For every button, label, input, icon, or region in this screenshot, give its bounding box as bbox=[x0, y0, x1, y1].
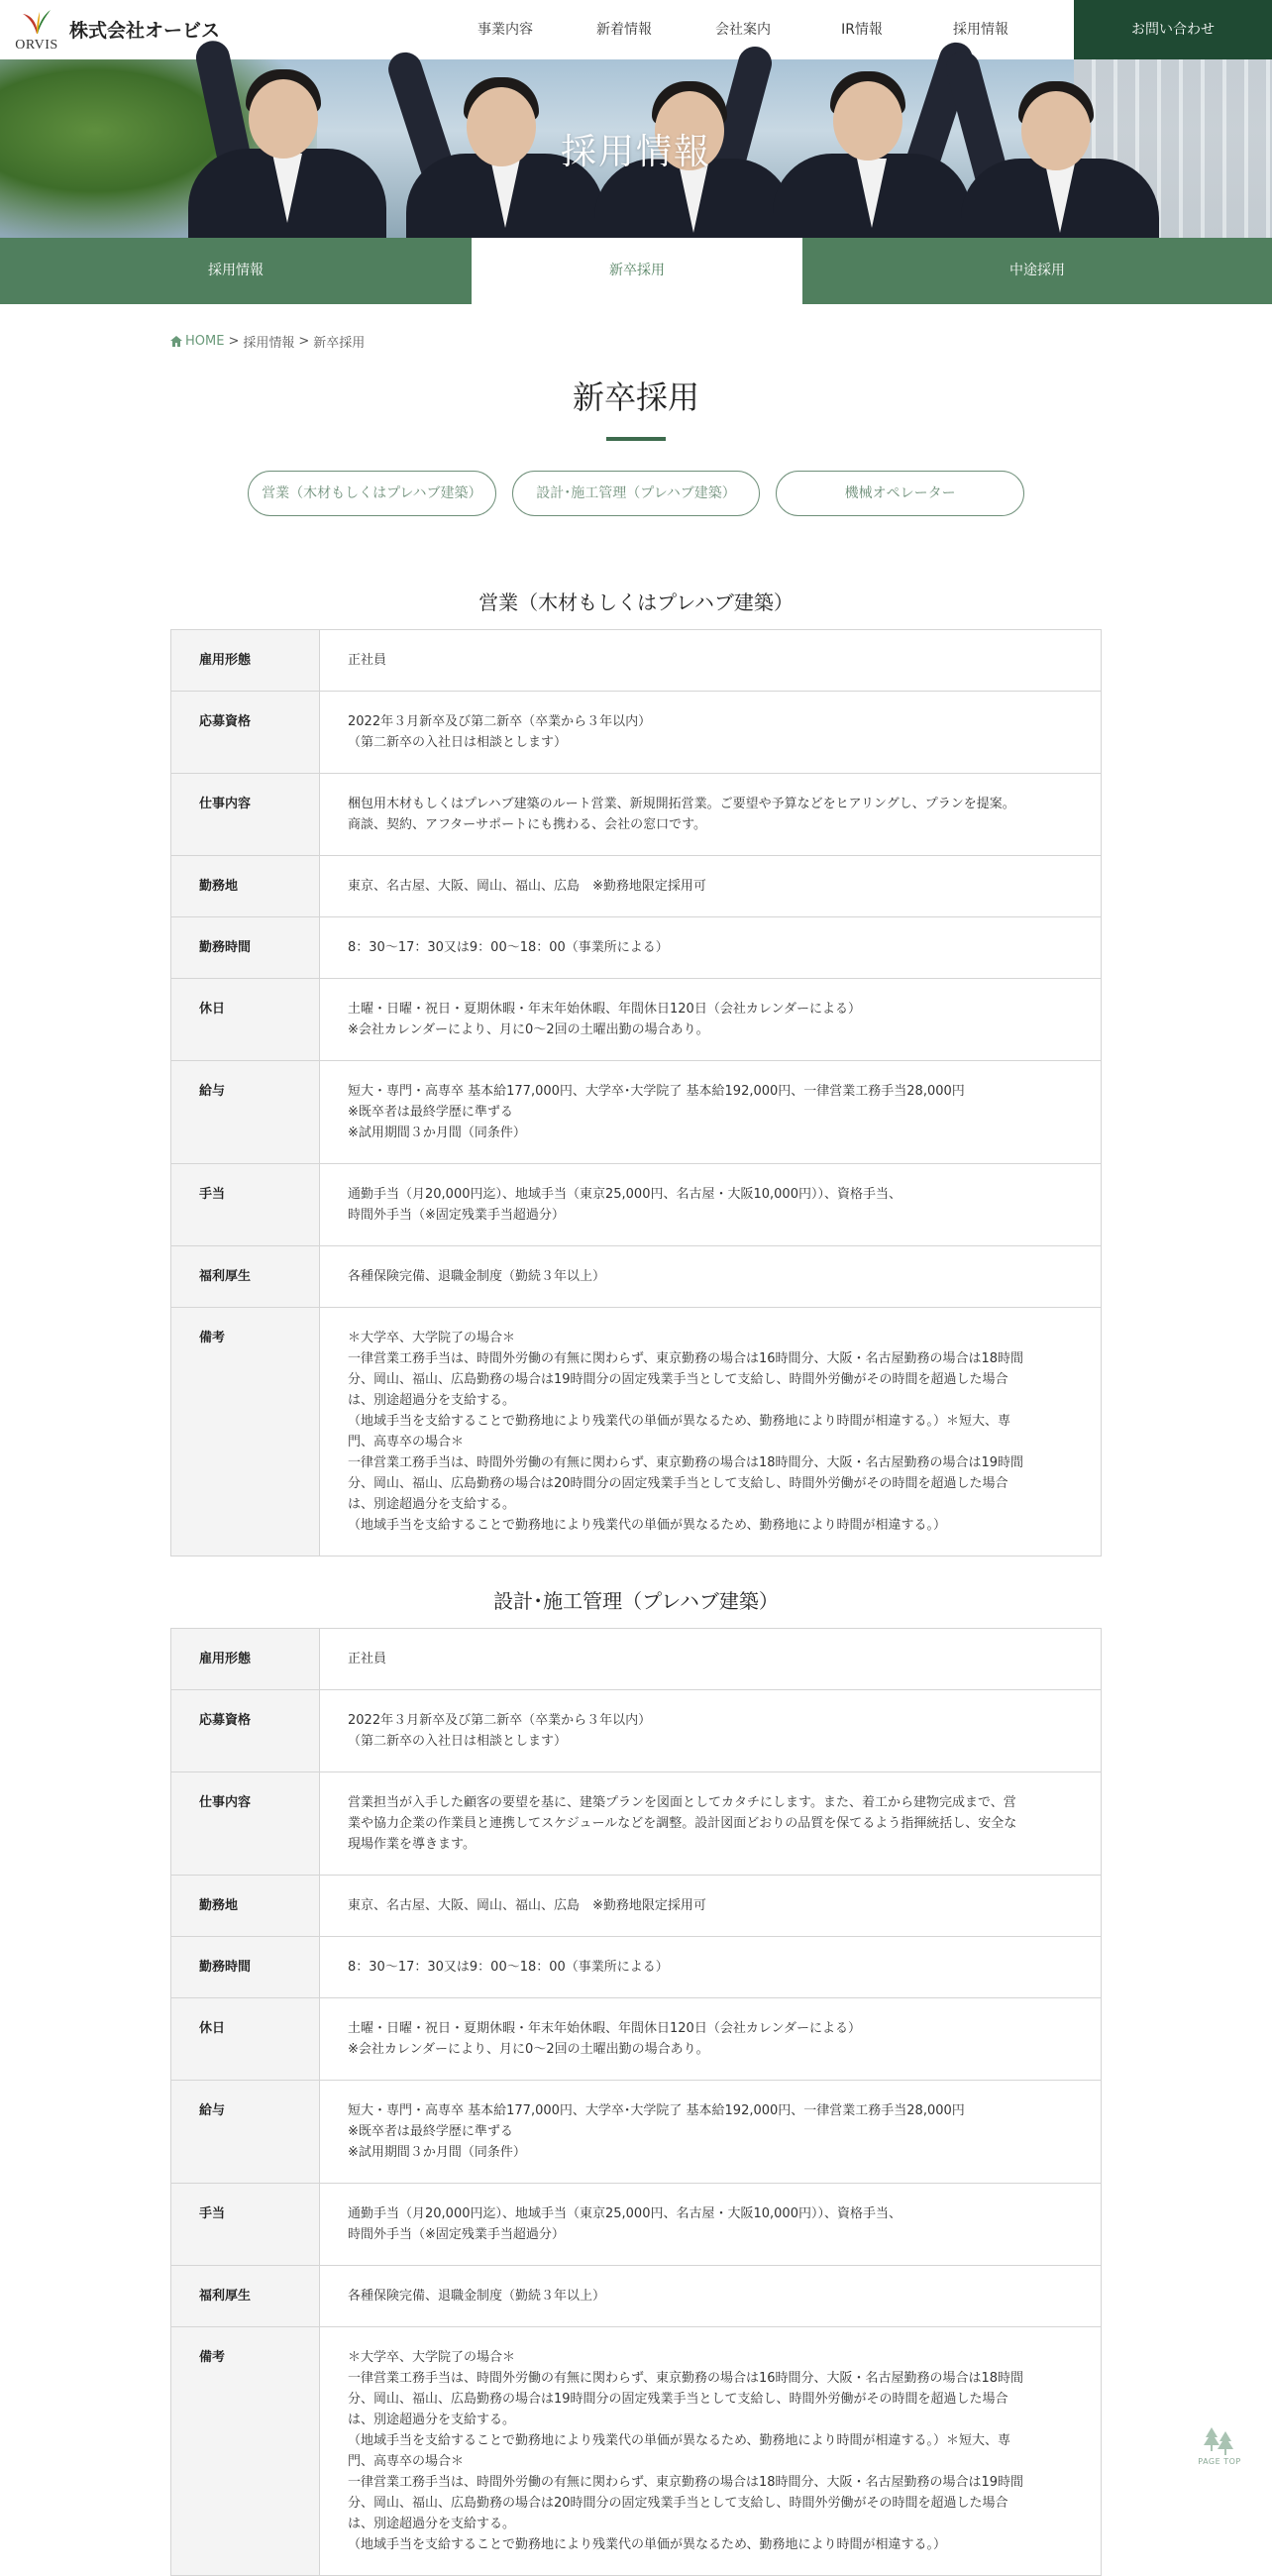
table-row bbox=[171, 692, 1102, 774]
breadcrumb bbox=[170, 332, 365, 351]
row-label: 備考 bbox=[171, 2327, 320, 2576]
row-label: 応募資格 bbox=[171, 692, 320, 774]
row-value: 東京、名古屋、大阪、岡山、福山、広島 ※勤務地限定採用可 bbox=[320, 856, 1102, 917]
title-underline bbox=[606, 437, 666, 441]
table-row bbox=[171, 774, 1102, 856]
row-label: 福利厚生 bbox=[171, 2266, 320, 2327]
nav-news[interactable]: 新着情報 bbox=[596, 22, 652, 38]
hero-title: 採用情報 bbox=[560, 132, 711, 172]
row-label: 手当 bbox=[171, 2184, 320, 2266]
site-header bbox=[0, 0, 1272, 59]
row-value: 土曜・日曜・祝日・夏期休暇・年末年始休暇、年間休日120日（会社カレンダーによる） ※会社カレンダーにより、月に0〜2回の土曜出勤の場合あり。 bbox=[320, 979, 1102, 1061]
nav-ir[interactable]: IR情報 bbox=[841, 22, 883, 38]
row-label: 仕事内容 bbox=[171, 774, 320, 856]
table-row bbox=[171, 1998, 1102, 2081]
hero-banner bbox=[0, 59, 1272, 238]
nav-recruit[interactable]: 採用情報 bbox=[953, 22, 1008, 38]
table-row bbox=[171, 1164, 1102, 1246]
table-row bbox=[171, 1772, 1102, 1876]
row-value: 正社員 bbox=[320, 630, 1102, 692]
row-label: 雇用形態 bbox=[171, 630, 320, 692]
row-label: 休日 bbox=[171, 979, 320, 1061]
table-row bbox=[171, 1246, 1102, 1308]
table-row bbox=[171, 856, 1102, 917]
nav-business[interactable]: 事業内容 bbox=[477, 22, 533, 38]
row-label: 福利厚生 bbox=[171, 1246, 320, 1308]
row-value: 短大・専門・高専卒 基本給177,000円、大学卒･大学院了 基本給192,000円、一律営業工務手当28,000円 ※既卒者は最終学歴に準ずる ※試用期間３か月間（同条件） bbox=[320, 1061, 1102, 1164]
row-value: 各種保険完備、退職金制度（勤続３年以上） bbox=[320, 1246, 1102, 1308]
row-value: 東京、名古屋、大阪、岡山、福山、広島 ※勤務地限定採用可 bbox=[320, 1876, 1102, 1937]
subnav-new-graduate[interactable]: 新卒採用 bbox=[472, 238, 802, 304]
breadcrumb-home-label: HOME bbox=[185, 334, 225, 349]
home-icon bbox=[170, 336, 182, 347]
section-title-sales: 営業（木材もしくはプレハブ建築） bbox=[478, 590, 794, 614]
row-value: 通勤手当（月20,000円迄）、地域手当（東京25,000円、名古屋・大阪10,000円））、資格手当、 時間外手当（※固定残業手当超過分） bbox=[320, 1164, 1102, 1246]
tree-icon bbox=[1202, 2425, 1237, 2457]
row-label: 勤務時間 bbox=[171, 1937, 320, 1998]
row-value: 8：30〜17：30又は9：00〜18：00（事業所による） bbox=[320, 1937, 1102, 1998]
logo-text: ORVIS bbox=[15, 38, 58, 53]
table-row bbox=[171, 1061, 1102, 1164]
section-title-design: 設計･施工管理（プレハブ建築） bbox=[493, 1589, 779, 1613]
table-row bbox=[171, 1629, 1102, 1690]
row-label: 勤務地 bbox=[171, 1876, 320, 1937]
row-value: 8：30〜17：30又は9：00〜18：00（事業所による） bbox=[320, 917, 1102, 979]
row-label: 給与 bbox=[171, 1061, 320, 1164]
row-label: 手当 bbox=[171, 1164, 320, 1246]
table-row bbox=[171, 2081, 1102, 2184]
anchor-sales[interactable]: 営業（木材もしくはプレハブ建築） bbox=[248, 471, 496, 516]
job-table-sales bbox=[170, 629, 1102, 1556]
row-value: 短大・専門・高専卒 基本給177,000円、大学卒･大学院了 基本給192,000円、一律営業工務手当28,000円 ※既卒者は最終学歴に準ずる ※試用期間３か月間（同条件） bbox=[320, 2081, 1102, 2184]
page-top-button[interactable] bbox=[1195, 2425, 1244, 2473]
row-label: 休日 bbox=[171, 1998, 320, 2081]
table-row bbox=[171, 979, 1102, 1061]
table-row bbox=[171, 2266, 1102, 2327]
row-label: 勤務地 bbox=[171, 856, 320, 917]
breadcrumb-recruit[interactable]: 採用情報 bbox=[243, 336, 295, 351]
row-value: 2022年３月新卒及び第二新卒（卒業から３年以内） （第二新卒の入社日は相談とします） bbox=[320, 1690, 1102, 1772]
breadcrumb-separator: > bbox=[298, 334, 310, 349]
row-value: 梱包用木材もしくはプレハブ建築のルート営業、新規開拓営業。ご要望や予算などをヒアリングし、プランを提案。 商談、契約、アフターサポートにも携わる、会社の窓口です。 bbox=[320, 774, 1102, 856]
row-value: ＊大学卒、大学院了の場合＊ 一律営業工務手当は、時間外労働の有無に関わらず、東京勤務の場合は16時間分、大阪・名古屋勤務の場合は18時間 分、岡山、福山、広島勤務の場合は19時間分の固定残業手当として支給し、時間外労働がその時間を超過した場合 は、別途超過分を支給する。 （地域手当を支給することで勤務地により残業代の単価が異なるため、勤務地により時間が相違する。）＊短大、専 門、高専卒の場合＊ 一律営業工務手当は、時間外労働の有無に関わらず、東京勤務の場合は18時間分、大阪・名古屋勤務の場合は19時間 分、岡山、福山、広島勤務の場合は20時間分の固定残業手当として支給し、時間外労働がその時間を超過した場合 は、別途超過分を支給する。 （地域手当を支給することで勤務地により残業代の単価が異なるため、勤務地により時間が相違する。） bbox=[320, 1308, 1102, 1556]
row-value: 2022年３月新卒及び第二新卒（卒業から３年以内） （第二新卒の入社日は相談とします） bbox=[320, 692, 1102, 774]
subnav-recruit-info[interactable]: 採用情報 bbox=[208, 263, 264, 278]
table-row bbox=[171, 630, 1102, 692]
row-label: 勤務時間 bbox=[171, 917, 320, 979]
subnav-mid-career[interactable]: 中途採用 bbox=[1009, 263, 1065, 278]
nav-company[interactable]: 会社案内 bbox=[715, 22, 771, 38]
table-row bbox=[171, 2327, 1102, 2576]
row-value: ＊大学卒、大学院了の場合＊ 一律営業工務手当は、時間外労働の有無に関わらず、東京勤務の場合は16時間分、大阪・名古屋勤務の場合は18時間 分、岡山、福山、広島勤務の場合は19時間分の固定残業手当として支給し、時間外労働がその時間を超過した場合 は、別途超過分を支給する。 （地域手当を支給することで勤務地により残業代の単価が異なるため、勤務地により時間が相違する。）＊短大、専 門、高専卒の場合＊ 一律営業工務手当は、時間外労働の有無に関わらず、東京勤務の場合は18時間分、大阪・名古屋勤務の場合は19時間 分、岡山、福山、広島勤務の場合は20時間分の固定残業手当として支給し、時間外労働がその時間を超過した場合 は、別途超過分を支給する。 （地域手当を支給することで勤務地により残業代の単価が異なるため、勤務地により時間が相違する。） bbox=[320, 2327, 1102, 2576]
row-label: 仕事内容 bbox=[171, 1772, 320, 1876]
row-value: 各種保険完備、退職金制度（勤続３年以上） bbox=[320, 2266, 1102, 2327]
company-name[interactable]: 株式会社オービス bbox=[69, 20, 221, 42]
job-table-design bbox=[170, 1628, 1102, 2576]
anchor-operator[interactable]: 機械オペレーター bbox=[776, 471, 1024, 516]
table-row bbox=[171, 917, 1102, 979]
anchor-design[interactable]: 設計･施工管理（プレハブ建築） bbox=[512, 471, 761, 516]
page-title: 新卒採用 bbox=[572, 378, 699, 416]
table-row bbox=[171, 2184, 1102, 2266]
row-label: 応募資格 bbox=[171, 1690, 320, 1772]
table-row bbox=[171, 1690, 1102, 1772]
row-value: 通勤手当（月20,000円迄）、地域手当（東京25,000円、名古屋・大阪10,000円））、資格手当、 時間外手当（※固定残業手当超過分） bbox=[320, 2184, 1102, 2266]
row-label: 備考 bbox=[171, 1308, 320, 1556]
job-anchor-links bbox=[248, 471, 1024, 516]
recruit-subnav bbox=[0, 238, 1272, 304]
row-value: 正社員 bbox=[320, 1629, 1102, 1690]
breadcrumb-separator: > bbox=[228, 334, 240, 349]
row-value: 土曜・日曜・祝日・夏期休暇・年末年始休暇、年間休日120日（会社カレンダーによる） ※会社カレンダーにより、月に0〜2回の土曜出勤の場合あり。 bbox=[320, 1998, 1102, 2081]
table-row bbox=[171, 1308, 1102, 1556]
orvis-logo[interactable] bbox=[12, 6, 61, 55]
row-value: 営業担当が入手した顧客の要望を基に、建築プランを図面としてカタチにします。また、着工から建物完成まで、営 業や協力企業の作業員と連携してスケジュールなどを調整。設計図面どおりの品質を保てるよう指揮統括し、安全な 現場作業を導きます。 bbox=[320, 1772, 1102, 1876]
breadcrumb-home[interactable] bbox=[170, 334, 224, 349]
row-label: 給与 bbox=[171, 2081, 320, 2184]
row-label: 雇用形態 bbox=[171, 1629, 320, 1690]
contact-button[interactable]: お問い合わせ bbox=[1074, 0, 1272, 59]
page-top-label: PAGE TOP bbox=[1198, 2457, 1241, 2466]
breadcrumb-current: 新卒採用 bbox=[313, 336, 366, 351]
table-row bbox=[171, 1876, 1102, 1937]
table-row bbox=[171, 1937, 1102, 1998]
leaf-logo-icon bbox=[22, 8, 52, 34]
